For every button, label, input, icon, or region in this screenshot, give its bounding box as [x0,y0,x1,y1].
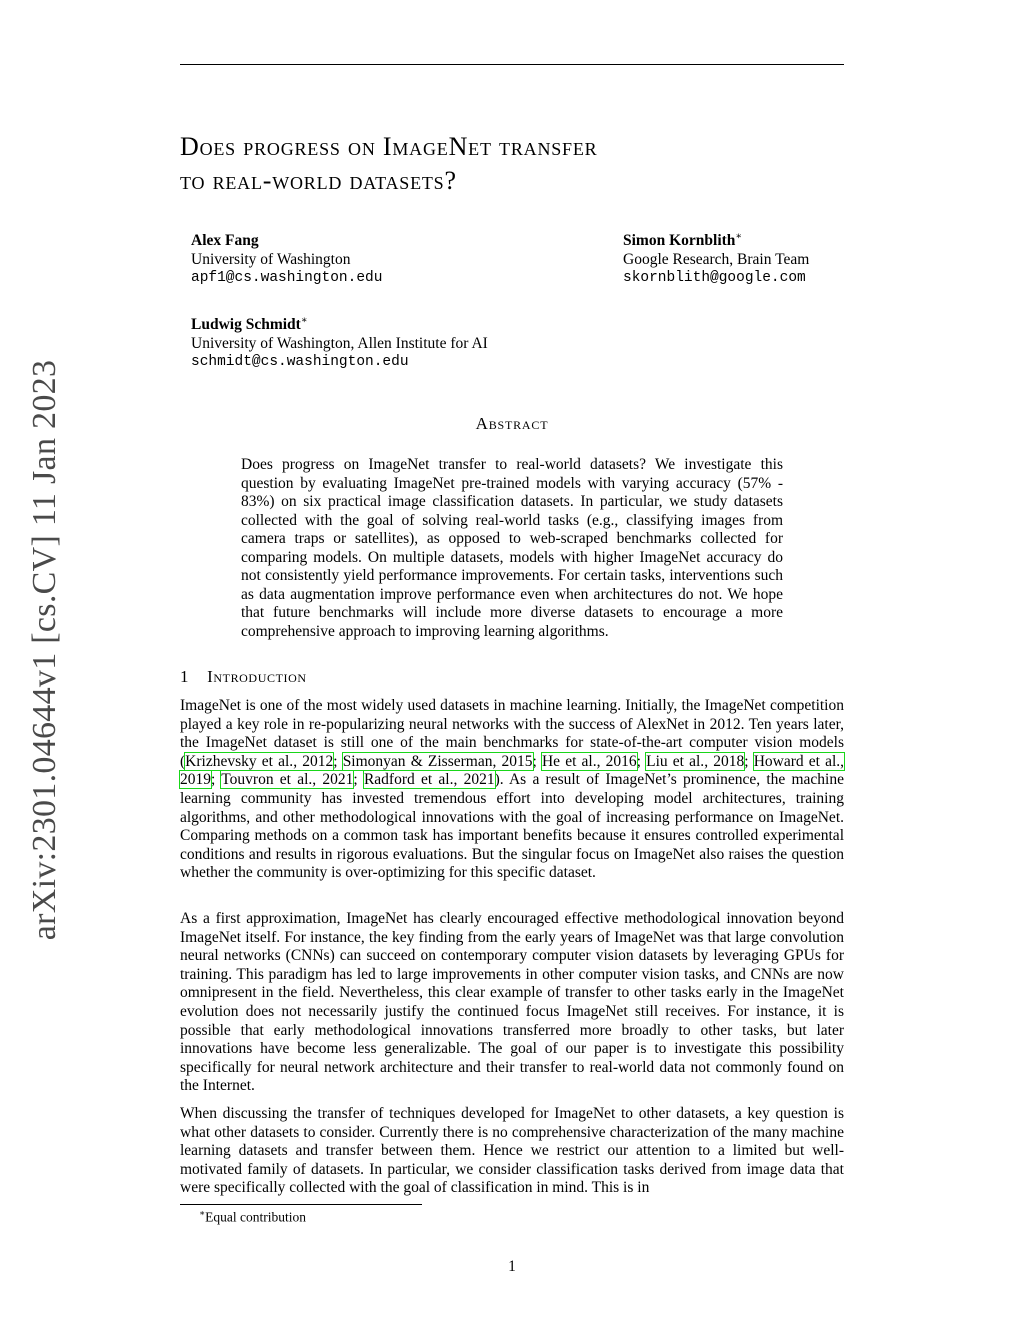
citation-link[interactable]: Howard et al., 2019 [180,752,845,789]
abstract-text: Does progress on ImageNet transfer to real-world datasets? We investigate this question by evaluating ImageNet pre-trained models with varying accuracy (57% - 83%) on six practical image classification datasets. In particular, we study datasets collected with the goal of solving real-world tasks (e.g., classifying images from camera traps or satellites), as opposed to web-scraped benchmarks collected for comparing models. On multiple datasets, models with higher ImageNet accuracy do not consistently yield performance improvements. For certain tasks, interventions such as data augmentation improve performance even when architectures do not. We hope that future benchmarks will include more diverse datasets to encourage a more comprehensive approach to improving learning algorithms. [241,456,783,640]
citation-link[interactable]: Liu et al., 2018 [646,752,745,770]
author-mark: ∗ [300,315,308,326]
footnote-rule [180,1204,422,1205]
author-affiliation: University of Washington [191,251,351,269]
intro-paragraph-3: When discussing the transfer of techniques developed for ImageNet to other datasets, a key question is what other datasets to consider. Currently there is no comprehensive characterization of the many machine learning datasets and transfer between them. Hence we restrict our attention to a limited but well-motivated family of datasets. In particular, we consider classification tasks derived from image data that were specifically collected with the goal of classification in mind. This is in [180,1105,844,1197]
title-line-2: to real-world datasets? [180,166,457,195]
title-line-1: Does progress on ImageNet transfer [180,132,598,161]
author-email[interactable]: skornblith@google.com [623,270,806,287]
author-name: Alex Fang [191,232,259,250]
author-name: Ludwig Schmidt∗ [191,315,308,334]
paragraph-text: ). As a result of ImageNet’s prominence, the machine learning community has invested tremendous effort into developing model architectures, training algorithms, and other methodological innovations with the goal of increasing performance on ImageNet. Comparing methods on a common task has important benefits because it ensures controlled experimental conditions and results in rigorous evaluations. But the singular focus on ImageNet also raises the question whether the community is over-optimizing for this specific dataset. [180,771,844,882]
author-email[interactable]: apf1@cs.washington.edu [191,270,383,287]
citation-link[interactable]: Simonyan & Zisserman, 2015 [342,752,533,770]
citation-link[interactable]: Touvron et al., 2021 [221,771,354,789]
author-block-3 [191,311,488,372]
author-affiliation: Google Research, Brain Team [623,251,810,269]
author-affiliation: University of Washington, Allen Institute for AI [191,335,488,353]
footnote-mark: ∗ [199,1208,206,1218]
section-number: 1 [180,667,190,686]
author-block-1 [191,227,382,288]
author-name: Simon Kornblith∗ [623,231,743,250]
page-number: 1 [508,1258,516,1275]
author-email[interactable]: schmidt@cs.washington.edu [191,354,409,371]
intro-paragraph-1: ImageNet is one of the most widely used datasets in machine learning. Initially, the ImageNet competition played a key role in re-popularizing neural networks with the success of AlexNet in 2012. Ten years later, the ImageNet dataset is still one of the main benchmarks for state-of-the-art computer vision models (Krizhevsky et al., 2012; Simonyan & Zisserman, 2015; He et al., 2016; Liu et al., 2018; Howard et al., 2019; Touvron et al., 2021; Radford et al., 2021). As a result of ImageNet’s prominence, the machine learning community has invested tremendous effort into developing model architectures, training algorithms, and other methodological innovations with the goal of increasing performance on ImageNet. Comparing methods on a common task has important benefits because it ensures controlled experimental conditions and results in rigorous evaluations. But the singular focus on ImageNet also raises the question whether the community is over-optimizing for this specific dataset. [180,697,845,882]
citation-link[interactable]: He et al., 2016 [541,752,637,770]
citation-link[interactable]: Radford et al., 2021 [363,771,495,789]
arxiv-identifier: arXiv:2301.04644v1 [cs.CV] 11 Jan 2023 [26,359,63,941]
section-heading-introduction [180,667,307,687]
top-rule [180,64,844,65]
paper-title [180,130,780,198]
author-mark: ∗ [735,231,743,242]
abstract-heading: Abstract [475,414,549,433]
citation-link[interactable]: Krizhevsky et al., 2012 [185,752,334,770]
section-title: Introduction [207,667,307,686]
footnote-text: Equal contribution [205,1209,306,1225]
paragraph-text: ImageNet is one of the most widely used datasets in machine learning. Initially, the ImageNet competition played a key role in re-popularizing neural networks with the success of AlexNet in 2012. Ten years later, the ImageNet dataset is still one of the main benchmarks for state-of-the-art computer vision models ( [180,697,844,770]
author-block-2 [623,227,809,288]
intro-paragraph-2: As a first approximation, ImageNet has clearly encouraged effective methodological innovation beyond ImageNet itself. For instance, the key finding from the early years of ImageNet was that large convolution neural networks (CNNs) can succeed on contemporary computer vision datasets by leveraging GPUs for training. This paradigm has led to large improvements in other computer vision tasks, and CNNs are now omnipresent in the field. Nevertheless, this clear example of transfer to other tasks early in the ImageNet evolution does not necessarily justify the continued focus ImageNet still receives. For instance, it is possible that early methodological innovations transferred more broadly to other tasks, but later innovations have become less generalizable. The goal of our paper is to investigate this possibility specifically for neural network architecture and their transfer to real-world data not commonly found on the Internet. [180,910,844,1095]
footnote [199,1208,306,1226]
